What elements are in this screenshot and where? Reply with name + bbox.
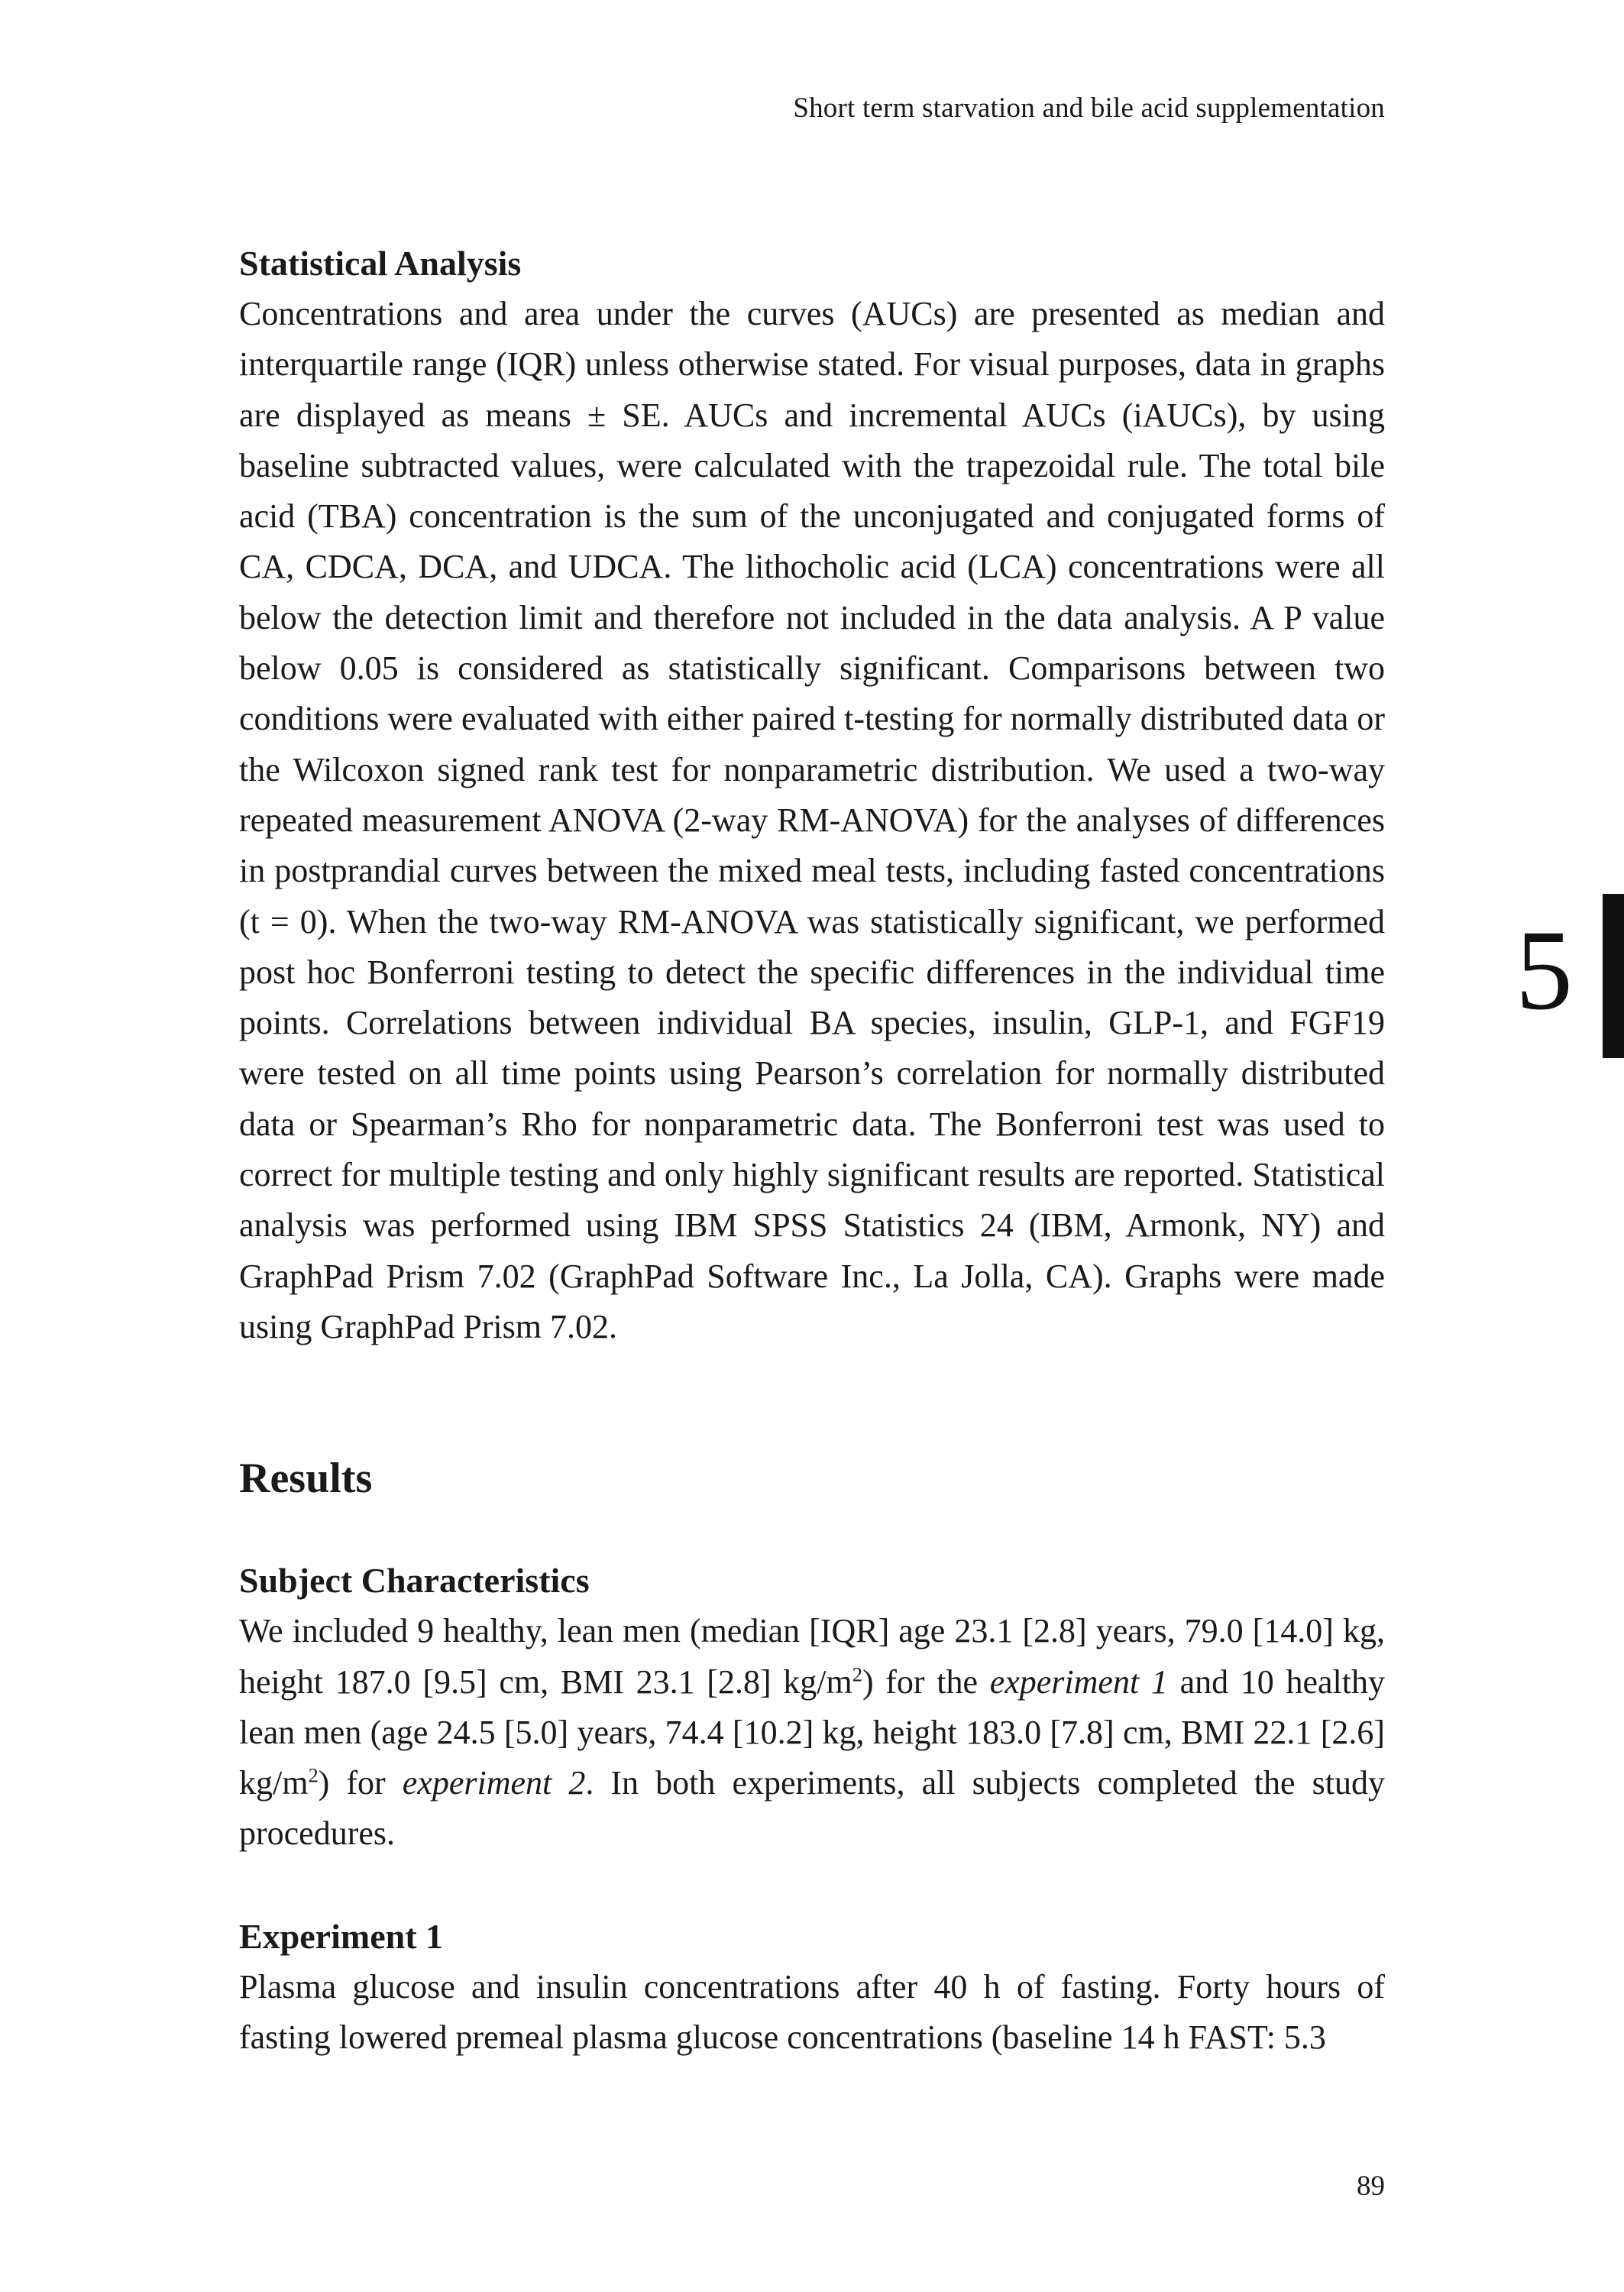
chapter-tab-bar [1603,894,1624,1058]
experiment-1-heading: Experiment 1 [239,1916,444,1956]
page-content [239,238,1385,2063]
subject-characteristics-heading: Subject Characteristics [239,1561,590,1601]
subject-characteristics-paragraph: We included 9 healthy, lean men (median [IQR] age 23.1 [2.8] years, 79.0 [14.0] kg, height 187.0 [9.5] cm, BMI 23.1 [2.8] $kg/m^2$) for the experiment 1 and 10 healthy lean men (age 24.5 [5.0] years, 74.4 [10.2] kg, height 183.0 [7.8] cm, BMI 22.1 [2.6] $kg/m^2$) for experiment 2. In both experiments, all subjects completed the study procedures. [239,1612,1385,1853]
chapter-number: 5 [1516,907,1573,1034]
results-heading: Results [239,1455,373,1503]
statistical-analysis-paragraph: Concentrations and area under the curves (AUCs) are presented as median and interquartile range (IQR) unless otherwise stated. For visual purposes, data in graphs are displayed as means ± SE. AUCs and incremental AUCs (iAUCs), by using baseline subtracted values, were calculated with the trapezoidal rule. The total bile acid (TBA) concentration is the sum of the unconjugated and conjugated forms of CA, CDCA, DCA, and UDCA. The lithocholic acid (LCA) concentrations were all below the detection limit and therefore not included in the data analysis. A P value below 0.05 is considered as statistically significant. Comparisons between two conditions were evaluated with either paired t-testing for normally distributed data or the Wilcoxon signed rank test for nonparametric distribution. We used a two-way repeated measurement ANOVA (2-way RM-ANOVA) for the analyses of differences in postprandial curves between the mixed meal tests, including fasted concentrations (t = 0). When the two-way RM-ANOVA was statistically significant, we performed post hoc Bonferroni testing to detect the specific differences in the individual time points. Correlations between individual BA species, insulin, GLP-1, and FGF19 were tested on all time points using Pearson’s correlation for normally distributed data or Spearman’s Rho for nonparametric data. The Bonferroni test was used to correct for multiple testing and only highly significant results are reported. Statistical analysis was performed using IBM SPSS Statistics 24 (IBM, Armonk, NY) and GraphPad Prism 7.02 (GraphPad Software Inc., La Jolla, CA). Graphs were made using GraphPad Prism 7.02. [239,295,1385,1345]
statistical-analysis-heading: Statistical Analysis [239,244,522,283]
experiment-1-paragraph: Plasma glucose and insulin concentrations after 40 h of fasting. Forty hours of fasting lowered premeal plasma glucose concentrations (baseline 14 h FAST: 5.3 [239,1967,1385,2057]
page-number: 89 [1357,2171,1385,2202]
running-header: Short term starvation and bile acid supplementation [793,92,1385,124]
